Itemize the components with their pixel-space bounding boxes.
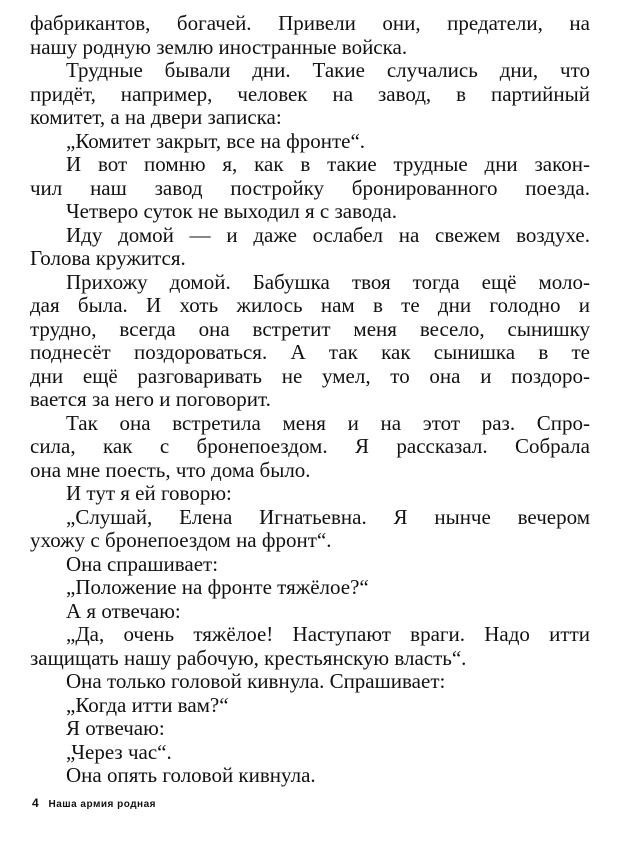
text-line: И тут я ей говорю: [66, 481, 232, 505]
text-line: „Слушай, Елена Игнатьевна. Я нынче вечером [66, 504, 590, 529]
text-line: „Да, очень тяжёлое! Наступают враги. Надо итти [66, 622, 590, 646]
text-line: поднесёт поздороваться. А так как сынишка в те [30, 340, 590, 364]
text-line: Она только головой кивнула. Спрашивает: [66, 669, 446, 693]
text-line: придёт, например, человек на завод, в партийный [30, 81, 590, 106]
text-line: Трудные бывали дни. Такие случались дни, что [66, 58, 590, 82]
text-line: Голова кружится. [30, 246, 186, 270]
text-line: Иду домой — и даже ослабел на свежем воздухе. [66, 222, 590, 247]
text-line: фабрикантов, богачей. Привели они, предатели, на [30, 11, 590, 35]
printer-signature: Наша армия родная [48, 799, 156, 810]
text-line: Так она встретила меня и на этот раз. Спро- [66, 410, 590, 435]
text-line: Четверо суток не выходил я с завода. [66, 199, 398, 223]
text-line: чил наш завод постройку бронированного поезда. [30, 175, 590, 200]
text-line: нашу родную землю иностранные войска. [30, 34, 408, 59]
text-line: вается за него и поговорит. [30, 387, 271, 411]
text-line: „Комитет закрыт, все на фронте“. [66, 128, 366, 153]
body-text [30, 12, 590, 788]
text-line: защищать нашу рабочую, крестьянскую власть“. [30, 645, 467, 670]
text-line: А я отвечаю: [66, 598, 181, 623]
text-line: Она опять головой кивнула. [66, 763, 316, 787]
text-line: дни ещё разговаривать не умел, то она и поздоро- [30, 363, 590, 388]
text-line: дая была. И хоть жилось нам в те дни голодно и [30, 293, 590, 317]
text-line: Я отвечаю: [66, 716, 165, 740]
text-line: „Через час“. [66, 739, 172, 764]
text-line: комитет, а на двери записка: [30, 105, 282, 129]
text-line: „Положение на фронте тяжёлое?“ [66, 575, 369, 599]
text-line: И вот помню я, как в такие трудные дни закон- [66, 152, 590, 176]
page-footer [32, 796, 156, 810]
text-line: трудно, всегда она встретит меня весело, сынишку [30, 316, 590, 341]
text-line: Она спрашивает: [66, 551, 219, 576]
text-line: Прихожу домой. Бабушка твоя тогда ещё моло- [66, 269, 590, 294]
text-line: ухожу с бронепоездом на фронт“. [30, 528, 332, 552]
text-line: „Когда итти вам?“ [66, 692, 229, 717]
text-line: она мне поесть, что дома было. [30, 457, 311, 482]
page-number: 4 [32, 796, 40, 810]
text-line: сила, как с бронепоездом. Я рассказал. Собрала [30, 434, 590, 458]
